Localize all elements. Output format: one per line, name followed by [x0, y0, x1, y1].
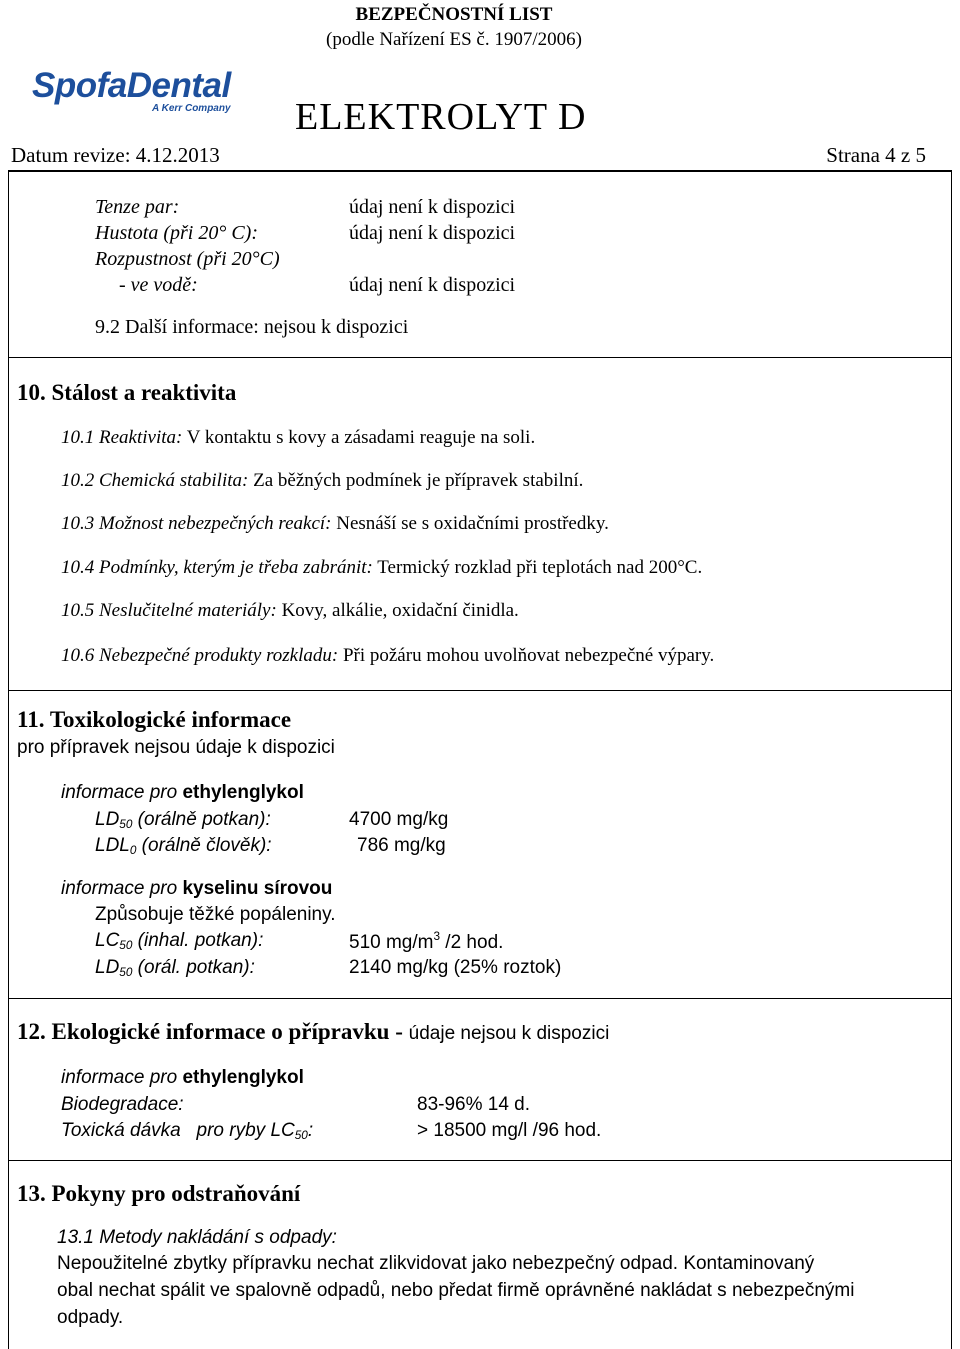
section12-title-main: 12. Ekologické informace o přípravku -: [17, 1019, 403, 1044]
lc50-abbrev: LC: [95, 930, 120, 951]
toxic-dose-value: > 18500 mg/l /96 hod.: [417, 1120, 602, 1141]
left-border: [8, 998, 9, 1161]
incompatible-materials: [61, 600, 519, 622]
hazardous-reactions-label: 10.3 Možnost nebezpečných reakcí:: [61, 513, 332, 534]
page-number: Strana 4 z 5: [826, 143, 926, 167]
biodegradation-label: Biodegradace:: [61, 1094, 184, 1115]
product-name: ELEKTROLYT D: [295, 96, 587, 138]
solubility-label: Rozpustnost (při 20°C): [95, 248, 280, 270]
density-label: Hustota (při 20° C):: [95, 222, 258, 244]
revision-date: Datum revize: 4.12.2013: [11, 143, 220, 167]
reactivity-label: 10.1 Reaktivita:: [61, 427, 183, 448]
chemical-stability-text: Za běžných podmínek je přípravek stabilní.: [253, 470, 584, 491]
section11-divider: [8, 998, 952, 999]
ld50-oral-abbrev: LD: [95, 957, 120, 978]
waste-text-line1: Nepoužitelné zbytky přípravku nechat zlikvidovat jako nebezpečný odpad. Kontaminovaný: [57, 1253, 815, 1274]
decomposition-products-label: 10.6 Nebezpečné produkty rozkladu:: [61, 645, 339, 666]
water-solubility-value: údaj není k dispozici: [349, 274, 516, 296]
lc50-value-duration: /2 hod.: [440, 932, 504, 954]
chemical-stability-label: 10.2 Chemická stabilita:: [61, 470, 249, 491]
logo-wordmark: SpofaDental: [32, 66, 231, 105]
ldl0-label: [95, 835, 272, 857]
section12-divider: [8, 1160, 952, 1161]
waste-text-line3: odpady.: [57, 1307, 124, 1328]
hazardous-reactions: [61, 513, 609, 535]
info-prefix: informace pro: [61, 878, 183, 899]
right-border: [951, 1160, 952, 1349]
vapor-pressure-value: údaj není k dispozici: [349, 196, 516, 218]
toxic-dose-text: Toxická dávka pro ryby LC: [61, 1120, 295, 1141]
right-border: [951, 690, 952, 999]
ld50-oral-label: [95, 957, 255, 979]
section12-title-note: údaje nejsou k dispozici: [408, 1023, 610, 1044]
lc50-value-main: 510 mg/m: [349, 932, 434, 954]
sheet-title: BEZPEČNOSTNÍ LIST: [355, 4, 553, 25]
conditions-to-avoid: [61, 557, 702, 579]
biodegradation-value: 83-96% 14 d.: [417, 1094, 531, 1115]
lc50-method: (inhal. potkan):: [132, 930, 264, 951]
ld50-value: 4700 mg/kg: [349, 809, 449, 830]
left-border: [8, 690, 9, 999]
density-value: údaj není k dispozici: [349, 222, 516, 244]
effect-text: Způsobuje těžké popáleniny.: [95, 904, 336, 925]
incompatible-materials-label: 10.5 Neslučitelné materiály:: [61, 600, 277, 621]
ld50-oral-value: 2140 mg/kg (25% roztok): [349, 957, 562, 978]
info-prefix: informace pro: [61, 782, 183, 803]
other-info: 9.2 Další informace: nejsou k dispozici: [95, 316, 409, 338]
section10-title: 10. Stálost a reaktivita: [17, 380, 237, 405]
waste-methods-subtitle: 13.1 Metody nakládání s odpady:: [57, 1227, 337, 1248]
ld50-abbrev: LD: [95, 809, 120, 830]
toxic-dose-subscript: 50: [294, 1128, 308, 1142]
incompatible-materials-text: Kovy, alkálie, oxidační činidla.: [281, 600, 519, 621]
substance-name: ethylenglykol: [182, 1067, 304, 1088]
left-border: [8, 1160, 9, 1349]
ethylenglykol-heading: [61, 782, 304, 804]
sheet-regulation: (podle Nařízení ES č. 1907/2006): [326, 29, 582, 50]
substance-name: ethylenglykol: [182, 782, 304, 803]
section12-title: [17, 1019, 609, 1045]
lc50-value-superscript: 3: [433, 930, 441, 943]
ld50-oral-method: (orál. potkan):: [132, 957, 255, 978]
ld50-method: (orálně potkan):: [132, 809, 271, 830]
logo-tagline: A Kerr Company: [152, 103, 231, 114]
right-border: [951, 358, 952, 691]
water-solubility-label: - ve vodě:: [119, 274, 198, 296]
info-prefix: informace pro: [61, 1067, 183, 1088]
right-border: [951, 998, 952, 1161]
ldl0-abbrev: LDL: [95, 835, 130, 856]
decomposition-products-text: Při požáru mohou uvolňovat nebezpečné výpary.: [342, 645, 715, 666]
substance-name: kyselinu sírovou: [182, 878, 333, 899]
eco-ethylenglykol-heading: [61, 1067, 304, 1089]
lc50-value: [349, 930, 503, 954]
ld50-subscript: 50: [119, 817, 133, 831]
reactivity: [61, 427, 535, 449]
reactivity-text: V kontaktu s kovy a zásadami reaguje na soli.: [186, 427, 536, 448]
company-logo: [32, 66, 231, 114]
section13-title: 13. Pokyny pro odstraňování: [17, 1181, 301, 1206]
toxic-dose-colon: :: [307, 1120, 314, 1141]
conditions-to-avoid-label: 10.4 Podmínky, kterým je třeba zabránit:: [61, 557, 373, 578]
decomposition-products: [61, 645, 714, 667]
sulfuric-acid-heading: [61, 878, 332, 900]
left-border: [8, 358, 9, 691]
ldl0-subscript: 0: [129, 843, 137, 857]
chemical-stability: [61, 470, 583, 492]
section10-divider: [8, 690, 952, 691]
hazardous-reactions-text: Nesnáší se s oxidačními prostředky.: [336, 513, 609, 534]
ldl0-value: 786 mg/kg: [357, 835, 446, 856]
toxic-dose-label: [61, 1120, 313, 1142]
vapor-pressure-label: Tenze par:: [95, 196, 180, 218]
section11-title: 11. Toxikologické informace: [17, 707, 292, 732]
ld50-oral-subscript: 50: [119, 965, 133, 979]
lc50-subscript: 50: [119, 938, 133, 952]
conditions-to-avoid-text: Termický rozklad při teplotách nad 200°C.: [377, 557, 703, 578]
lc50-label: [95, 930, 263, 952]
ldl0-method: (orálně člověk):: [136, 835, 272, 856]
section11-subtitle: pro přípravek nejsou údaje k dispozici: [17, 737, 335, 758]
waste-text-line2: obal nechat spálit ve spalovně odpadů, nebo předat firmě oprávněné nakládat s nebezpečnými: [57, 1280, 855, 1301]
ld50-label: [95, 809, 271, 831]
